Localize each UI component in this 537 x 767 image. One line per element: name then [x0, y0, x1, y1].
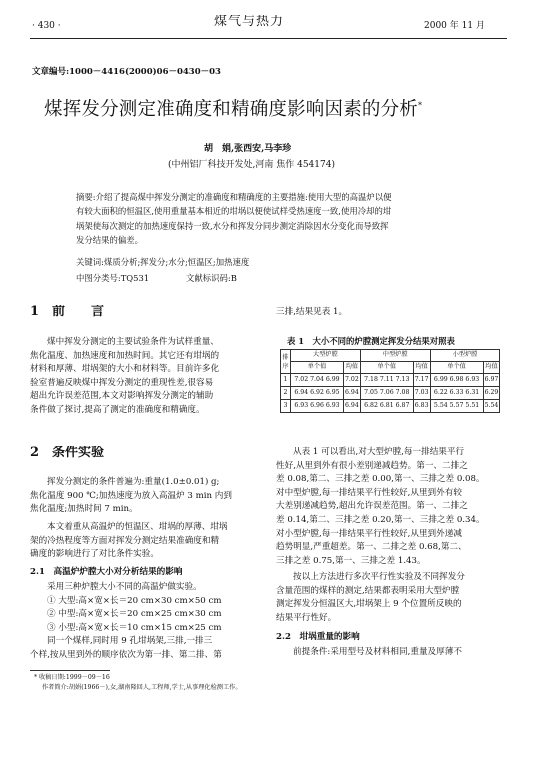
table-row — [281, 387, 500, 400]
body-line: 性好,从里到外有很小差别递减趋势。第一、二排之 — [276, 460, 468, 471]
subsection-2-1-body — [30, 581, 262, 663]
table-row — [281, 400, 500, 413]
subheader-mean: 均值 — [483, 362, 500, 374]
body-line: 煤中挥发分测定的主要试验条件为试样重量、 — [47, 337, 219, 347]
journal-name: 煤气与热力 — [214, 15, 285, 29]
body-line: 焦化温度;加热时间 7 min。 — [30, 504, 138, 515]
title-footnote-mark: * — [418, 101, 423, 110]
body-line: 焦化温度 900 ℃;加热速度为放入高温炉 3 min 内到 — [30, 490, 232, 501]
cell-mean: 7.02 — [344, 374, 361, 387]
row-number: 1 — [281, 374, 291, 387]
section-2-paragraph-2 — [30, 521, 262, 562]
conclusion-paragraph — [276, 571, 508, 625]
body-line: 含量范围的煤样的测定,结果都表明采用大型炉膛 — [276, 585, 460, 596]
abstract — [76, 190, 476, 247]
document-code: 文献标识码:B — [186, 273, 237, 283]
affiliation: (中州铝厂科技开发处,河南 焦作 454174) — [168, 160, 335, 170]
cell-single-values: 6.93 6.96 6.93 — [291, 400, 344, 413]
table-discussion — [276, 446, 508, 568]
body-line: 三排之差 0.75,第一、三排之差 1.43。 — [276, 555, 426, 566]
abstract-line: 发分结果的偏差。 — [76, 234, 143, 245]
article-title-text: 煤挥发分测定准确度和精确度影响因素的分析 — [44, 99, 419, 117]
row-label-cell — [281, 350, 291, 374]
subheader-mean: 均值 — [344, 362, 361, 374]
body-line: 测定挥发分恒温区大,坩埚架上 9 个位置所反映的 — [276, 599, 462, 610]
article-title — [44, 99, 422, 117]
article-number: 文章编号:1000－4416(2000)06－0430－03 — [32, 67, 221, 77]
body-line: 架的冷热程度等方面对挥发分测定结果准确度和精 — [30, 535, 220, 546]
abstract-line: 有较大面积的恒温区,使用重量基本相近的坩埚以便使试样受热速度一致,使用冷却的坩 — [76, 206, 392, 217]
body-line: 差 0.14,第二、三排之差 0.20,第一、三排之差 0.34。 — [276, 514, 485, 525]
body-line: 超出允许误差范围,本文对影响挥发分测定的辅助 — [30, 391, 214, 402]
section-1-body — [30, 336, 262, 418]
abstract-line: 埚架使每次测定的加热速度保持一致,水分和挥发分同步测定消除因水分变化而导致挥 — [76, 220, 389, 231]
body-line: 前提条件:采用型号及材料相同,重量及厚薄不 — [293, 647, 462, 657]
group-header-medium: 中型炉膛 — [360, 350, 430, 362]
subheader-single: 单个值 — [430, 362, 483, 374]
body-line: 材料和厚薄、坩埚架的大小和材料等。目前许多化 — [30, 364, 220, 375]
cell-mean: 6.29 — [483, 387, 500, 400]
subsection-2-2-heading: 2.2 坩埚重量的影响 — [276, 632, 360, 642]
keywords: 关键词:煤质分析;挥发分;水分;恒温区;加热速度 — [76, 257, 250, 267]
header-rule — [30, 38, 507, 39]
cell-mean: 6.83 — [413, 400, 430, 413]
cell-mean: 6.94 — [344, 387, 361, 400]
authors: 胡 娟,张西安,马李珍 — [204, 144, 292, 154]
footnote-author-bio: 作者简介:胡娟(1966－),女,湖南隆回人,工程师,学士,从事理化检测工作。 — [42, 683, 242, 691]
cell-mean: 6.97 — [483, 374, 500, 387]
issue-date: 2000 年 11 月 — [424, 21, 485, 31]
cell-mean: 5.54 — [483, 400, 500, 413]
subheader-single: 单个值 — [360, 362, 413, 374]
body-line: 对小型炉膛,每一排结果平行性较好,从里到外递减 — [276, 528, 462, 539]
classification-number: 中图分类号:TQ531 — [76, 273, 150, 283]
cell-mean: 7.03 — [413, 387, 430, 400]
row-number: 3 — [281, 400, 291, 413]
cell-single-values: 6.22 6.33 6.31 — [430, 387, 483, 400]
body-line: 采用三种炉膛大小不同的高温炉做实验。 — [47, 582, 202, 592]
body-line: 从表 1 可以看出,对大型炉膛,每一排结果平行 — [293, 447, 465, 457]
table-row — [281, 374, 500, 387]
body-line: 大差别递减趋势,超出允许误差范围。第一、二排之 — [276, 501, 468, 512]
body-line: 差 0.08,第二、三排之差 0.00,第一、三排之差 0.08。 — [276, 474, 485, 485]
cell-single-values: 6.94 6.92 6.95 — [291, 387, 344, 400]
cell-single-values: 6.99 6.98 6.93 — [430, 374, 483, 387]
section-2-paragraph-1 — [30, 476, 262, 517]
row-label-top: 排 — [282, 353, 289, 361]
table-1-caption: 表 1 大小不同的炉膛测定挥发分结果对照表 — [287, 336, 455, 346]
cell-single-values: 7.18 7.11 7.13 — [360, 374, 413, 387]
cell-single-values: 5.54 5.57 5.51 — [430, 400, 483, 413]
body-line: 条件做了探讨,提高了测定的准确度和精确度。 — [30, 404, 205, 415]
cell-mean: 6.94 — [344, 400, 361, 413]
body-line: 本文着重从高温炉的恒温区、坩埚的厚薄、坩埚 — [47, 522, 228, 532]
cell-mean: 7.17 — [413, 374, 430, 387]
page-number: · 430 · — [32, 21, 61, 31]
table-intro-line: 三排,结果见表 1。 — [276, 307, 348, 317]
body-line: 同一个煤样,同时用 9 孔坩埚架,三排,一排三 — [47, 636, 213, 647]
row-number: 2 — [281, 387, 291, 400]
subsection-2-1-heading: 2.1 高温炉炉膛大小对分析结果的影响 — [30, 567, 183, 577]
furnace-medium-spec: ② 中型:高×宽×长＝20 cm×25 cm×30 cm — [47, 609, 222, 620]
table-1 — [280, 349, 500, 413]
abstract-line: 摘要:介绍了提高煤中挥发分测定的准确度和精确度的主要措施:使用大型的高温炉以便 — [76, 192, 392, 202]
results-table — [280, 349, 500, 413]
subheader-mean: 均值 — [413, 362, 430, 374]
body-line: 确度的影响进行了对比条件实验。 — [30, 549, 159, 560]
cell-single-values: 7.05 7.06 7.08 — [360, 387, 413, 400]
section-1-heading: 1 前 言 — [30, 305, 105, 319]
body-line: 焦化温度、加热速度和加热时间。其它还有坩埚的 — [30, 350, 220, 361]
footnotes — [34, 673, 274, 692]
body-line: 个样,按从里到外的顺序依次为第一排、第二排、第 — [30, 649, 222, 660]
furnace-small-spec: ③ 小型:高×宽×长＝10 cm×15 cm×25 cm — [47, 622, 222, 633]
cell-single-values: 7.02 7.04 6.99 — [291, 374, 344, 387]
body-line: 验室普遍反映煤中挥发分测定的重现性差,很容易 — [30, 377, 214, 388]
group-header-small: 小型炉膛 — [430, 350, 500, 362]
subheader-single: 单个值 — [291, 362, 344, 374]
footnote-rule — [30, 670, 110, 671]
row-label-bottom: 序 — [282, 362, 289, 370]
furnace-large-spec: ① 大型:高×宽×长＝20 cm×30 cm×50 cm — [47, 595, 222, 606]
footnote-received-date: * 收稿日期:1999－09－16 — [34, 674, 110, 681]
cell-single-values: 6.82 6.81 6.87 — [360, 400, 413, 413]
body-line: 挥发分测定的条件普遍为:重量(1.0±0.01) g; — [47, 477, 220, 487]
group-header-large: 大型炉膛 — [291, 350, 361, 362]
body-line: 对中型炉膛,每一排结果平行性较好,从里到外有较 — [276, 487, 462, 498]
body-line: 趋势明显,严重超差。第一、二排之差 0.68,第二、 — [276, 542, 467, 553]
body-line: 按以上方法进行多次平行性实验及不同挥发分 — [293, 572, 465, 582]
body-line: 结果平行性好。 — [276, 612, 337, 623]
section-2-heading: 2 条件实验 — [30, 446, 105, 460]
